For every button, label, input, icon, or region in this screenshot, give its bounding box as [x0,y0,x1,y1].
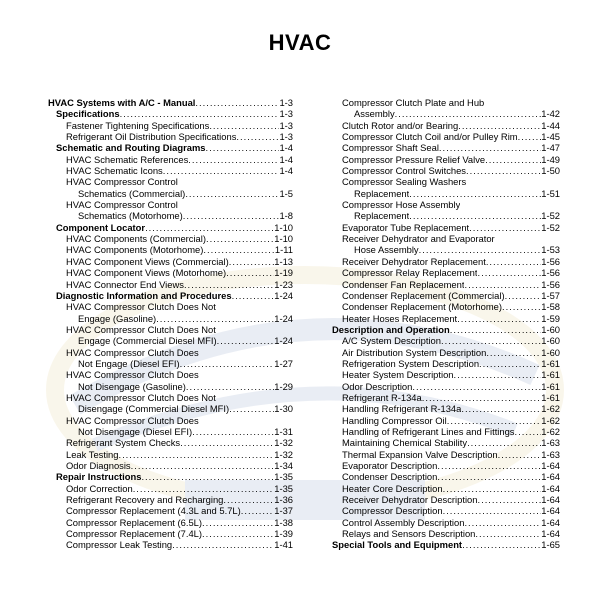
toc-entry-title: Leak Testing [66,448,119,460]
toc-dot-leader [206,233,274,244]
toc-entry-title: HVAC Compressor Clutch Does [66,369,199,381]
toc-entry-title: Compressor Pressure Relief Valve [342,153,486,165]
toc-entry-title: HVAC Schematic Icons [66,165,163,177]
toc-page-number: 1-8 [279,210,293,222]
toc-entry [324,108,560,119]
toc-entry [324,347,560,358]
toc-page-number: 1-62 [541,403,560,415]
toc-entry [324,483,560,494]
toc-entry-title: HVAC Systems with A/C - Manual [48,97,196,108]
toc-page-number: 1-60 [541,335,560,347]
toc-entry [48,313,293,324]
toc-entry-title: HVAC Component Views (Motorhome) [66,267,227,279]
toc-dot-leader [184,279,274,290]
toc-dot-leader [217,335,275,346]
toc-page-number: 1-11 [274,244,293,256]
toc-dot-leader [518,131,542,142]
toc-entry [324,437,560,448]
toc-entry [324,154,560,165]
toc-entry [48,347,293,358]
toc-entry-title: HVAC Compressor Control [66,199,178,211]
toc-entry-title: Diagnostic Information and Procedures [56,289,232,301]
toc-page-number: 1-24 [274,312,293,324]
toc-dot-leader [412,381,541,392]
toc-entry-title: Component Locator [56,221,146,233]
toc-dot-leader [185,188,279,199]
toc-page-number: 1-24 [274,289,293,301]
toc-dot-leader [202,517,274,528]
toc-page-number: 1-65 [541,539,560,551]
toc-dot-leader [454,369,542,380]
toc-dot-leader [395,108,542,119]
toc-page-number: 1-36 [274,494,293,506]
toc-entry-title: Assembly [354,108,395,120]
toc-dot-leader [133,483,275,494]
toc-dot-leader [486,256,541,267]
toc-dot-leader [461,403,541,414]
toc-entry [48,324,293,335]
toc-page-number: 1-4 [279,153,293,165]
toc-entry [48,267,293,278]
toc-page-number: 1-61 [541,391,560,403]
toc-dot-leader [464,279,541,290]
toc-page-number: 1-61 [541,369,560,381]
toc-page-number: 1-56 [541,278,560,290]
toc-entry-title: Maintaining Chemical Stability [342,437,468,449]
toc-entry-title: Condenser Fan Replacement [342,278,465,290]
page-title: HVAC [268,30,332,55]
toc-dot-leader [409,210,541,221]
toc-dot-leader [479,358,541,369]
toc-entry-title: HVAC Components (Commercial) [66,233,206,245]
toc-dot-leader [232,290,275,301]
toc-dot-leader [447,415,542,426]
toc-entry-title: Handling of Refrigerant Lines and Fittings [342,425,515,437]
toc-entry-title: Hose Assembly [354,244,419,256]
toc-entry [324,142,560,153]
toc-entry [48,528,293,539]
toc-dot-leader [515,426,542,437]
toc-entry-title: HVAC Compressor Clutch Does [66,346,199,358]
toc-entry [48,539,293,550]
toc-page-number: 1-31 [274,425,293,437]
toc-entry-title: Special Tools and Equipment [332,539,463,551]
toc-entry-title: Schematics (Commercial) [78,187,186,199]
toc-left-column [48,97,293,551]
toc-dot-leader [188,154,279,165]
toc-entry-title: HVAC Compressor Clutch Does Not [66,301,216,313]
toc-dot-leader [505,290,542,301]
toc-entry [48,483,293,494]
toc-page-number: 1-19 [274,267,293,279]
toc-dot-leader [180,358,275,369]
toc-page-number: 1-32 [274,437,293,449]
toc-page-number: 1-3 [279,119,293,131]
toc-page-number: 1-64 [541,471,560,483]
toc-page-number: 1-56 [541,267,560,279]
toc-entry-title: Receiver Dehydrator Description [342,494,478,506]
toc-entry [48,369,293,380]
toc-entry [324,505,560,516]
toc-entry [324,369,560,380]
toc-entry [48,108,293,119]
toc-page-number: 1-62 [541,414,560,426]
toc-entry [48,290,293,301]
toc-page-number: 1-64 [541,505,560,517]
toc-entry-title: Schematic and Routing Diagrams [56,142,206,154]
toc-entry-title: Compressor Control Switches [342,165,466,177]
toc-dot-leader [203,244,275,255]
toc-page-number: 1-47 [541,142,560,154]
toc-entry-title: Compressor Clutch Plate and Hub [342,97,485,108]
toc-page-number: 1-63 [541,448,560,460]
toc-page-number: 1-10 [274,233,293,245]
toc-entry-title: Compressor Replacement (6.5L) [66,516,202,528]
toc-dot-leader [475,528,541,539]
toc-entry-title: Compressor Shaft Seal [342,142,439,154]
toc-entry [324,97,560,108]
toc-entry-title: Not Engage (Diesel EFI) [78,357,180,369]
toc-entry [48,494,293,505]
toc-page-number: 1-24 [274,335,293,347]
toc-entry-title: Disengage (Commercial Diesel MFI) [78,403,230,415]
toc-page-number: 1-35 [274,482,293,494]
toc-dot-leader [469,222,541,233]
toc-entry [48,460,293,471]
toc-entry [324,449,560,460]
toc-entry-title: Heater System Description [342,369,454,381]
toc-entry [324,188,560,199]
toc-entry-title: HVAC Compressor Clutch Does Not [66,323,216,335]
toc-page-number: 1-44 [541,119,560,131]
toc-entry [324,199,560,210]
toc-entry-title: Odor Diagnosis [66,460,131,471]
toc-entry-title: Refrigeration System Description [342,357,480,369]
toc-entry [324,426,560,437]
toc-entry [324,120,560,131]
toc-dot-leader [477,494,541,505]
toc-entry-title: Handling Refrigerant R-134a [342,403,462,415]
toc-page-number: 1-59 [541,312,560,324]
toc-entry [48,426,293,437]
toc-entry-title: HVAC Components (Motorhome) [66,244,204,256]
toc-page-number: 1-4 [279,142,293,154]
toc-dot-leader [180,437,274,448]
toc-dot-leader [223,494,274,505]
toc-entry-title: Condenser Description [342,471,438,483]
toc-entry [48,301,293,312]
toc-page-number: 1-58 [541,301,560,313]
toc-page-number: 1-60 [541,346,560,358]
toc-entry-title: Handling Compressor Oil [342,414,447,426]
toc-entry-title: Refrigerant System Checks [66,437,181,449]
toc-page-number: 1-61 [541,380,560,392]
toc-entry-title: HVAC Compressor Clutch Does [66,414,199,426]
toc-entry-title: Refrigerant R-134a [342,391,422,403]
toc-entry-title: Air Distribution System Description [342,346,487,358]
toc-entry [48,154,293,165]
toc-dot-leader [439,142,541,153]
toc-page-number: 1-34 [274,460,293,471]
toc-entry-title: Compressor Leak Testing [66,539,173,551]
toc-entry-title: Control Assembly Description [342,516,465,528]
toc-entry [48,222,293,233]
toc-entry [324,131,560,142]
toc-page-number: 1-49 [541,153,560,165]
toc-entry [48,279,293,290]
toc-dot-leader [462,539,541,550]
toc-entry-title: Replacement [354,210,410,222]
toc-entry-title: Evaporator Description [342,460,438,471]
toc-dot-leader [183,210,280,221]
toc-entry [324,539,560,550]
toc-entry [48,210,293,221]
toc-page-number: 1-64 [541,528,560,540]
toc-entry-title: Replacement [354,187,410,199]
toc-page-number: 1-37 [274,505,293,517]
toc-page-number: 1-61 [541,357,560,369]
toc-entry-title: Schematics (Motorhome) [78,210,183,222]
toc-dot-leader [172,539,274,550]
toc-page-number: 1-4 [279,165,293,177]
toc-page-number: 1-53 [541,244,560,256]
toc-dot-leader [145,222,274,233]
toc-entry [324,301,560,312]
toc-dot-leader [141,471,274,482]
toc-page-number: 1-45 [541,131,560,143]
toc-dot-leader [206,142,280,153]
toc-entry-title: HVAC Schematic References [66,153,189,165]
toc-entry-title: Description and Operation [332,323,450,335]
toc-entry-title: Evaporator Tube Replacement [342,221,470,233]
toc-dot-leader [443,505,542,516]
toc-entry [48,381,293,392]
toc-dot-leader [209,120,279,131]
toc-entry-title: Compressor Sealing Washers [342,176,467,188]
toc-entry [48,256,293,267]
toc-entry-title: Condenser Replacement (Motorhome) [342,301,502,313]
toc-entry-title: Compressor Hose Assembly [342,199,461,211]
toc-dot-leader [477,267,541,278]
toc-dot-leader [236,131,279,142]
toc-entry [324,244,560,255]
toc-entry-title: Compressor Relay Replacement [342,267,478,279]
toc-entry [324,358,560,369]
toc-dot-leader [450,324,542,335]
toc-entry [48,392,293,403]
toc-entry [48,244,293,255]
toc-entry [48,437,293,448]
toc-dot-leader [457,313,541,324]
toc-entry [324,256,560,267]
toc-page-number: 1-10 [274,221,293,233]
toc-entry [48,142,293,153]
toc-entry [48,517,293,528]
toc-page-number: 1-64 [541,482,560,494]
toc-entry [324,517,560,528]
toc-entry [48,199,293,210]
toc-page-number: 1-13 [274,255,293,267]
toc-entry [48,188,293,199]
toc-entry [48,415,293,426]
toc-entry-title: Compressor Description [342,505,443,517]
toc-entry [324,279,560,290]
toc-dot-leader [241,505,274,516]
toc-dot-leader [409,188,541,199]
toc-page-number: 1-27 [274,357,293,369]
toc-dot-leader [195,97,279,108]
toc-entry-title: Thermal Expansion Valve Description [342,448,498,460]
toc-entry-title: Odor Description [342,380,413,392]
toc-page-number: 1-35 [274,471,293,483]
toc-entry-title: Receiver Dehydrator and Evaporator [342,233,495,245]
toc-page-number: 1-52 [541,210,560,222]
toc-entry-title: A/C System Description [342,335,441,347]
toc-dot-leader [202,528,274,539]
toc-entry [324,165,560,176]
toc-page-number: 1-3 [279,131,293,143]
toc-page-number: 1-52 [541,221,560,233]
toc-dot-leader [458,120,541,131]
toc-entry [324,210,560,221]
toc-entry-title: Refrigerant Oil Distribution Specifications [66,131,237,143]
toc-dot-leader [498,449,542,460]
toc-entry-title: Not Disengage (Diesel EFI) [78,425,193,437]
toc-entry [324,471,560,482]
toc-entry-title: Repair Instructions [56,471,142,483]
toc-dot-leader [226,267,274,278]
toc-dot-leader [419,244,542,255]
toc-page-number: 1-57 [541,289,560,301]
toc-dot-leader [422,392,542,403]
toc-dot-leader [120,108,280,119]
toc-page-number: 1-3 [279,108,293,120]
toc-dot-leader [131,460,275,471]
toc-dot-leader [467,437,541,448]
toc-entry [324,494,560,505]
toc-entry [48,233,293,244]
toc-entry [324,290,560,301]
toc-entry-title: Heater Core Description [342,482,443,494]
toc-page-number: 1-51 [541,187,560,199]
toc-dot-leader [437,471,541,482]
toc-entry [324,392,560,403]
toc-entry-title: Refrigerant Recovery and Recharging [66,494,224,506]
toc-page-number: 1-3 [279,97,293,108]
toc-page-number: 1-60 [541,323,560,335]
toc-entry [324,176,560,187]
toc-entry-title: Clutch Rotor and/or Bearing [342,119,459,131]
toc-entry [324,233,560,244]
toc-page-number: 1-64 [541,494,560,506]
toc-dot-leader [186,381,274,392]
toc-page-number: 1-64 [541,460,560,471]
toc-entry [48,97,293,108]
toc-dot-leader [163,165,280,176]
toc-page-number: 1-5 [279,187,293,199]
toc-page-number: 1-39 [274,528,293,540]
toc-entry-title: Fastener Tightening Specifications [66,119,210,131]
toc-entry-title: HVAC Connector End Views [66,278,184,290]
toc-entry [324,222,560,233]
toc-page-number: 1-64 [541,516,560,528]
toc-entry [48,120,293,131]
toc-dot-leader [118,449,274,460]
toc-dot-leader [486,347,541,358]
toc-dot-leader [437,460,541,471]
toc-dot-leader [502,301,541,312]
toc-page-number: 1-29 [274,380,293,392]
toc-dot-leader [466,165,541,176]
toc-entry-title: Not Disengage (Gasoline) [78,380,186,392]
toc-entry [48,505,293,516]
toc-page-number: 1-41 [274,539,293,551]
toc-dot-leader [156,313,274,324]
toc-entry-title: Engage (Gasoline) [78,312,157,324]
toc-page-number: 1-32 [274,448,293,460]
toc-entry-title: Compressor Clutch Coil and/or Pulley Rim [342,131,518,143]
toc-entry-title: Receiver Dehydrator Replacement [342,255,486,267]
toc-entry-title: Compressor Replacement (7.4L) [66,528,202,540]
toc-entry [324,324,560,335]
toc-entry [48,165,293,176]
toc-dot-leader [229,403,274,414]
toc-entry [324,381,560,392]
toc-dot-leader [192,426,274,437]
toc-page-number: 1-23 [274,278,293,290]
toc-page-number: 1-56 [541,255,560,267]
toc-entry [48,471,293,482]
toc-entry [324,313,560,324]
toc-entry-title: HVAC Compressor Control [66,176,178,188]
toc-entry-title: HVAC Component Views (Commercial) [66,255,229,267]
toc-entry [48,131,293,142]
toc-entry-title: Compressor Replacement (4.3L and 5.7L) [66,505,241,517]
toc-entry-title: HVAC Compressor Clutch Does Not [66,391,216,403]
toc-entry [48,358,293,369]
toc-entry-title: Relays and Sensors Description [342,528,476,540]
toc-right-column [324,97,560,551]
toc-dot-leader [443,483,542,494]
toc-entry [324,403,560,414]
toc-entry [324,415,560,426]
toc-entry-title: Odor Correction [66,482,133,494]
toc-entry [324,528,560,539]
toc-entry [48,335,293,346]
toc-dot-leader [464,517,541,528]
toc-dot-leader [485,154,541,165]
toc-entry [48,449,293,460]
toc-page-number: 1-38 [274,516,293,528]
toc-entry-title: Heater Hoses Replacement [342,312,458,324]
toc-entry-title: Engage (Commercial Diesel MFI) [78,335,217,347]
toc-page-number: 1-50 [541,165,560,177]
toc-dot-leader [441,335,541,346]
toc-dot-leader [229,256,275,267]
toc-page-number: 1-30 [274,403,293,415]
toc-page-number: 1-62 [541,425,560,437]
toc-entry [324,267,560,278]
toc-entry-title: Condenser Replacement (Commercial) [342,289,505,301]
toc-entry [48,403,293,414]
toc-page-number: 1-63 [541,437,560,449]
toc-entry [324,335,560,346]
toc-entry-title: Specifications [56,108,120,120]
toc-page-number: 1-42 [541,108,560,120]
toc-entry [324,460,560,471]
toc-entry [48,176,293,187]
